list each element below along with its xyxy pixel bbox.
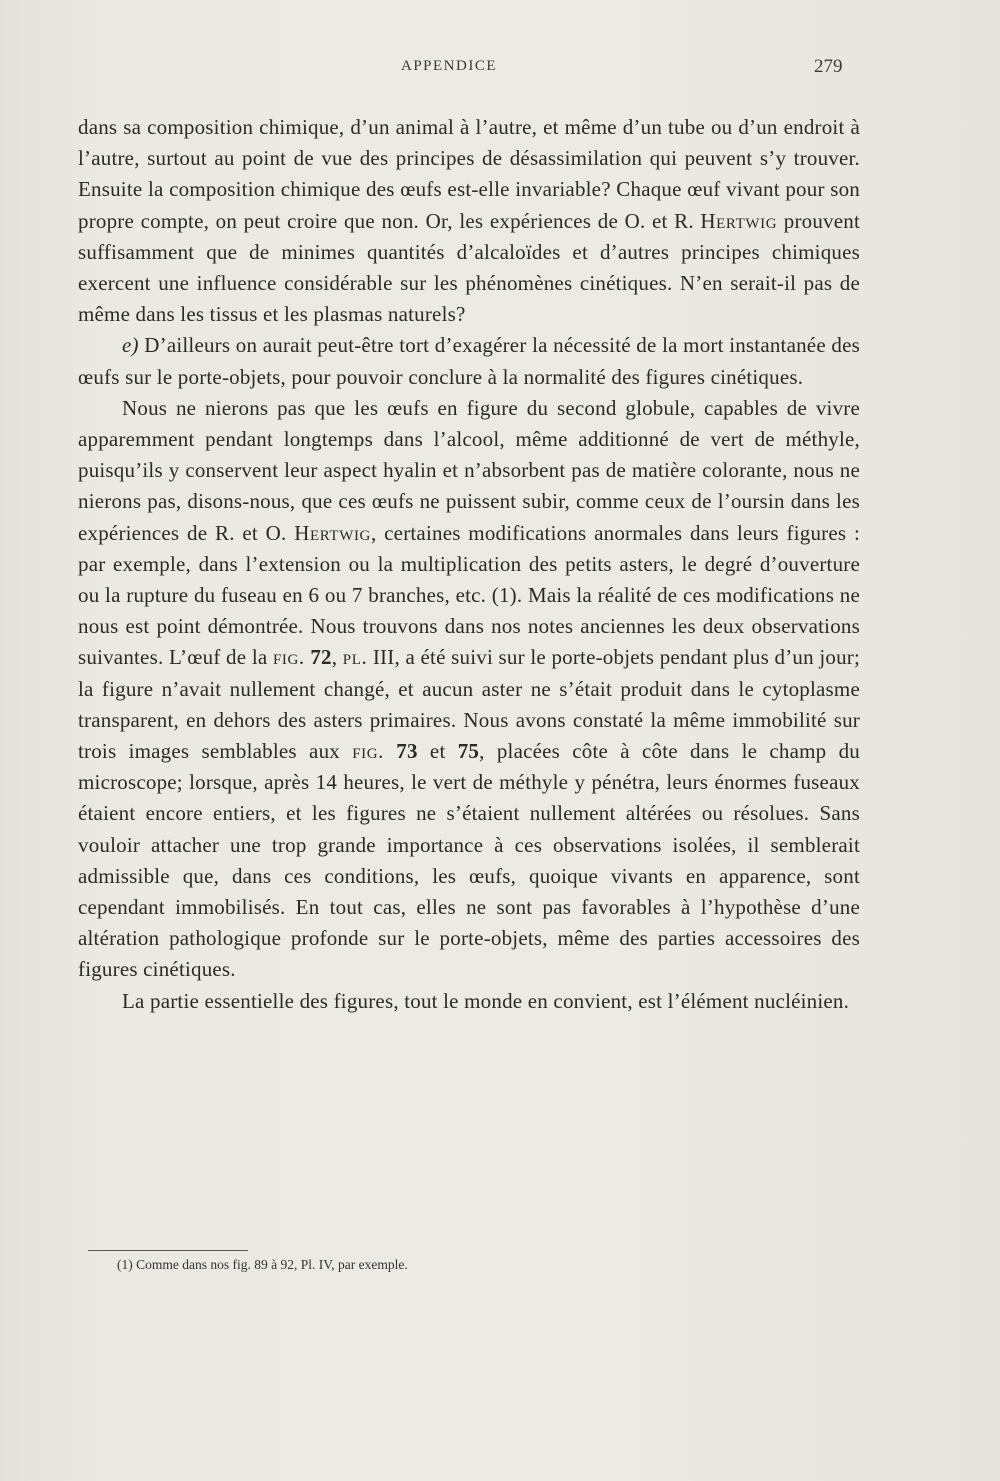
text-run: fig. <box>352 739 385 764</box>
text-run: La partie essentielle des figures, tout le monde en convient, est l’élément nucléinien. <box>122 988 850 1013</box>
page-number: 279 <box>814 56 843 77</box>
text-run: Hertwig <box>700 208 778 233</box>
running-head <box>0 58 1000 82</box>
paragraph <box>78 112 860 330</box>
text-run: fig. <box>272 645 305 670</box>
text-run: dans sa composition chimique, d’un animal à l’autre, et même d’un tube ou d’un endroit à l’autre, surtout au point de vue des principes de désassimilation qui peuvent s’y trouver. Ensuite la composition chimique des œufs est-elle invariable? Chaque œuf vivant pour son propre compte, on peut croire que non. Or, les expériences de O. et R. <box>78 115 860 233</box>
footnote-divider <box>88 1250 248 1251</box>
text-run: 72 <box>310 645 332 670</box>
text-run: pl. <box>342 645 368 670</box>
text-run <box>384 739 396 763</box>
text-run: , certaines modifications anormales dans leurs figures : par exemple, dans l’extension ou la multiplication des petits asters, le degré d’ouverture ou la rupture du fuseau en 6 ou 7 branches, etc. (1). Mais la réalité de ces modifications ne nous est point démontrée. Nous trouvons dans nos notes anciennes les deux observations suivantes. L’œuf de la <box>78 520 860 670</box>
text-run: Hertwig <box>294 520 371 545</box>
text-run: prouvent suffisamment que de minimes quantités d’alcaloïdes et d’autres principes chimiques exercent une influence considérable sur les phénomènes cinétiques. N’en serait-il pas de même dans les tissus et les plasmas naturels? <box>78 208 860 327</box>
text-run: D’ailleurs on aurait peut-être tort d’exagérer la nécessité de la mort instantanée des œufs sur le porte-objets, pour pouvoir conclure à la normalité des figures cinétiques. <box>78 333 860 389</box>
paragraph <box>78 986 860 1017</box>
text-run: , placées côte à côte dans le champ du microscope; lorsque, après 14 heures, le vert de méthyle y pénétra, leurs énormes fuseaux étaient encore entiers, et les figures ne s’étaient nullement altérées ou résolues. Sans vouloir attacher une trop grande importance à ces observations isolées, il semblerait admissible que, dans ces conditions, les œufs, quoique vivants en apparence, sont cependant immobilisés. En tout cas, elles ne sont pas favorables à l’hypothèse d’une altération pathologique profonde sur le porte-objets, même des parties accessoires des figures cinétiques. <box>78 739 860 982</box>
body-text <box>78 112 860 1017</box>
text-run: e) <box>122 333 139 358</box>
text-run: III, a été suivi sur le porte-objets pendant plus d’un jour; la figure n’avait nullement changé, et aucun aster ne s’était produit dans le cytoplasme transparent, en dehors des asters primaires. Nous avons constaté la même immobilité sur trois images semblables aux <box>78 645 860 764</box>
paragraph <box>78 330 860 392</box>
text-run: , <box>331 645 343 670</box>
running-head-title: APPENDICE <box>401 58 498 74</box>
paragraph <box>78 393 860 986</box>
text-run: et <box>417 739 458 764</box>
text-run: Nous ne nierons pas que les œufs en figure du second globule, capables de vivre apparemment pendant longtemps dans l’alcool, même additionné de vert de méthyle, puisqu’ils y conservent leur aspect hyalin et n’absorbent pas de matière colorante, nous ne nierons pas, disons-nous, que ces œufs ne puissent subir, comme ceux de l’oursin dans les expériences de R. et O. <box>78 395 860 545</box>
footnote: (1) Comme dans nos fig. 89 à 92, Pl. IV, par exemple. <box>117 1257 408 1272</box>
text-run: 73 <box>396 739 418 764</box>
text-run: 75 <box>457 739 480 764</box>
